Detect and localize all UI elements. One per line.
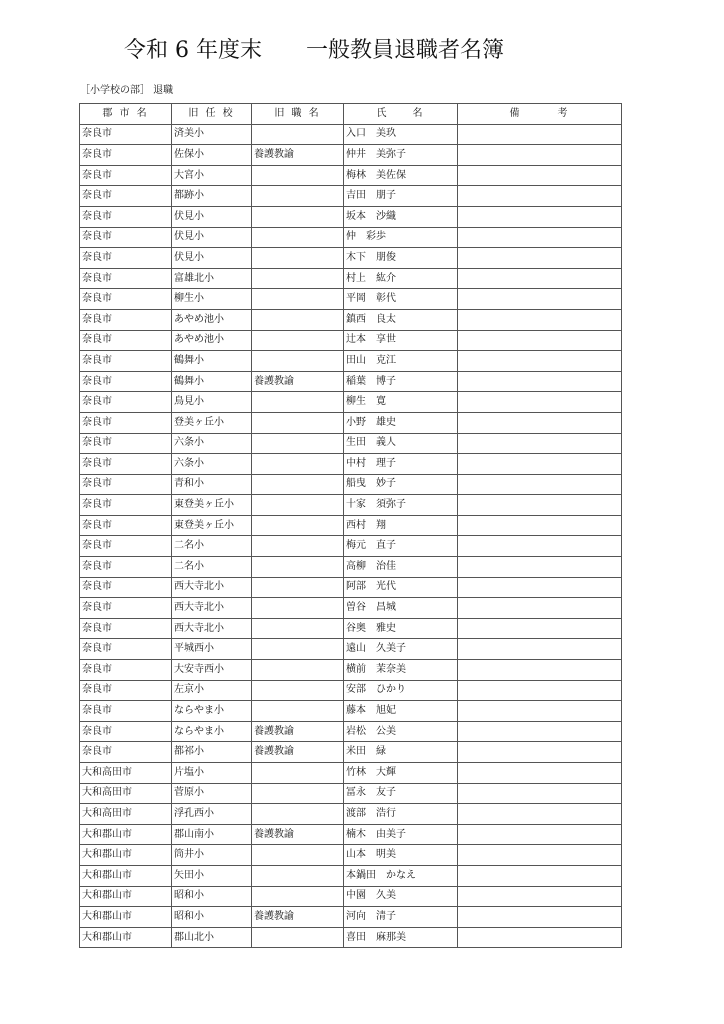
header-note: 備 考 bbox=[458, 104, 622, 125]
cell-note bbox=[458, 412, 622, 433]
cell-school: 浮孔西小 bbox=[172, 804, 252, 825]
cell-school: 大宮小 bbox=[172, 165, 252, 186]
table-row bbox=[80, 845, 622, 866]
cell-city: 奈良市 bbox=[80, 289, 172, 310]
cell-note bbox=[458, 309, 622, 330]
cell-position bbox=[252, 783, 344, 804]
cell-note bbox=[458, 886, 622, 907]
cell-position: 養護教諭 bbox=[252, 145, 344, 166]
cell-note bbox=[458, 721, 622, 742]
cell-name: 木下 朋俊 bbox=[344, 248, 458, 269]
cell-name: 仲井 美弥子 bbox=[344, 145, 458, 166]
cell-city: 奈良市 bbox=[80, 206, 172, 227]
cell-position bbox=[252, 680, 344, 701]
cell-position bbox=[252, 865, 344, 886]
document-title: 令和 6 年度末 一般教員退職者名簿 bbox=[124, 38, 504, 63]
cell-note bbox=[458, 845, 622, 866]
table-body bbox=[80, 124, 622, 948]
cell-name: 平岡 彰代 bbox=[344, 289, 458, 310]
cell-position bbox=[252, 289, 344, 310]
cell-note bbox=[458, 927, 622, 948]
cell-city: 奈良市 bbox=[80, 227, 172, 248]
cell-position bbox=[252, 474, 344, 495]
cell-name: 河向 清子 bbox=[344, 907, 458, 928]
cell-city: 奈良市 bbox=[80, 433, 172, 454]
cell-city: 奈良市 bbox=[80, 412, 172, 433]
cell-note bbox=[458, 824, 622, 845]
cell-position: 養護教諭 bbox=[252, 824, 344, 845]
cell-position bbox=[252, 330, 344, 351]
cell-city: 奈良市 bbox=[80, 124, 172, 145]
header-school: 旧 任 校 bbox=[172, 104, 252, 125]
cell-city: 奈良市 bbox=[80, 186, 172, 207]
table-row bbox=[80, 660, 622, 681]
cell-note bbox=[458, 577, 622, 598]
cell-name: 田山 克江 bbox=[344, 351, 458, 372]
cell-city: 奈良市 bbox=[80, 268, 172, 289]
cell-name: 村上 紘介 bbox=[344, 268, 458, 289]
cell-name: 高柳 治佳 bbox=[344, 557, 458, 578]
cell-name: 吉田 朋子 bbox=[344, 186, 458, 207]
cell-name: 小野 雄史 bbox=[344, 412, 458, 433]
cell-school: 昭和小 bbox=[172, 907, 252, 928]
cell-position: 養護教諭 bbox=[252, 907, 344, 928]
cell-note bbox=[458, 145, 622, 166]
cell-name: 曽谷 昌城 bbox=[344, 598, 458, 619]
cell-note bbox=[458, 392, 622, 413]
table-row bbox=[80, 763, 622, 784]
cell-school: 郡山南小 bbox=[172, 824, 252, 845]
cell-position bbox=[252, 433, 344, 454]
cell-city: 奈良市 bbox=[80, 639, 172, 660]
table-row bbox=[80, 598, 622, 619]
cell-position: 養護教諭 bbox=[252, 742, 344, 763]
cell-city: 奈良市 bbox=[80, 618, 172, 639]
cell-name: 生田 義人 bbox=[344, 433, 458, 454]
cell-name: 谷奥 雅史 bbox=[344, 618, 458, 639]
cell-name: 山本 明美 bbox=[344, 845, 458, 866]
cell-school: 西大寺北小 bbox=[172, 577, 252, 598]
cell-name: 稲葉 博子 bbox=[344, 371, 458, 392]
cell-note bbox=[458, 660, 622, 681]
cell-name: 横前 茉奈美 bbox=[344, 660, 458, 681]
cell-position bbox=[252, 660, 344, 681]
cell-city: 奈良市 bbox=[80, 577, 172, 598]
cell-note bbox=[458, 701, 622, 722]
cell-position bbox=[252, 845, 344, 866]
cell-name: 中園 久美 bbox=[344, 886, 458, 907]
cell-note bbox=[458, 454, 622, 475]
cell-name: 藤本 旭妃 bbox=[344, 701, 458, 722]
cell-city: 奈良市 bbox=[80, 371, 172, 392]
cell-school: 昭和小 bbox=[172, 886, 252, 907]
cell-note bbox=[458, 433, 622, 454]
cell-school: 筒井小 bbox=[172, 845, 252, 866]
cell-position bbox=[252, 268, 344, 289]
table-row bbox=[80, 371, 622, 392]
table-row bbox=[80, 927, 622, 948]
table-row bbox=[80, 268, 622, 289]
cell-name: 梅元 直子 bbox=[344, 536, 458, 557]
section-label: ［小学校の部］ 退職 bbox=[80, 85, 174, 96]
table-row bbox=[80, 309, 622, 330]
table-row bbox=[80, 536, 622, 557]
cell-note bbox=[458, 268, 622, 289]
cell-school: 西大寺北小 bbox=[172, 598, 252, 619]
cell-school: 鶴舞小 bbox=[172, 351, 252, 372]
cell-city: 奈良市 bbox=[80, 701, 172, 722]
header-name: 氏 名 bbox=[344, 104, 458, 125]
cell-school: 柳生小 bbox=[172, 289, 252, 310]
cell-name: 中村 理子 bbox=[344, 454, 458, 475]
cell-school: 伏見小 bbox=[172, 227, 252, 248]
cell-note bbox=[458, 804, 622, 825]
cell-note bbox=[458, 474, 622, 495]
cell-city: 奈良市 bbox=[80, 680, 172, 701]
table-row bbox=[80, 145, 622, 166]
cell-name: 竹林 大輝 bbox=[344, 763, 458, 784]
cell-note bbox=[458, 371, 622, 392]
table-row bbox=[80, 557, 622, 578]
cell-school: 済美小 bbox=[172, 124, 252, 145]
cell-school: 青和小 bbox=[172, 474, 252, 495]
table-row bbox=[80, 186, 622, 207]
cell-position bbox=[252, 763, 344, 784]
cell-name: 阿部 光代 bbox=[344, 577, 458, 598]
cell-name: 仲 彩歩 bbox=[344, 227, 458, 248]
table-row bbox=[80, 433, 622, 454]
cell-position bbox=[252, 309, 344, 330]
cell-school: 西大寺北小 bbox=[172, 618, 252, 639]
cell-city: 大和高田市 bbox=[80, 804, 172, 825]
retiree-table bbox=[79, 103, 622, 948]
table-row bbox=[80, 392, 622, 413]
cell-school: 東登美ヶ丘小 bbox=[172, 495, 252, 516]
cell-city: 奈良市 bbox=[80, 515, 172, 536]
cell-school: 登美ヶ丘小 bbox=[172, 412, 252, 433]
cell-name: 十家 須弥子 bbox=[344, 495, 458, 516]
cell-city: 奈良市 bbox=[80, 330, 172, 351]
table-row bbox=[80, 742, 622, 763]
cell-position bbox=[252, 577, 344, 598]
cell-city: 大和郡山市 bbox=[80, 886, 172, 907]
cell-school: 大安寺西小 bbox=[172, 660, 252, 681]
table-row bbox=[80, 474, 622, 495]
cell-school: ならやま小 bbox=[172, 701, 252, 722]
cell-note bbox=[458, 907, 622, 928]
cell-city: 奈良市 bbox=[80, 598, 172, 619]
cell-name: 梅林 美佐保 bbox=[344, 165, 458, 186]
cell-name: 喜田 麻那美 bbox=[344, 927, 458, 948]
cell-city: 奈良市 bbox=[80, 495, 172, 516]
cell-name: 岩松 公美 bbox=[344, 721, 458, 742]
cell-name: 遠山 久美子 bbox=[344, 639, 458, 660]
cell-position bbox=[252, 804, 344, 825]
cell-school: 伏見小 bbox=[172, 248, 252, 269]
cell-school: 鳥見小 bbox=[172, 392, 252, 413]
cell-school: 東登美ヶ丘小 bbox=[172, 515, 252, 536]
table-row bbox=[80, 124, 622, 145]
table-row bbox=[80, 165, 622, 186]
cell-school: 富雄北小 bbox=[172, 268, 252, 289]
cell-city: 奈良市 bbox=[80, 309, 172, 330]
cell-name: 鎮西 良太 bbox=[344, 309, 458, 330]
cell-school: 都跡小 bbox=[172, 186, 252, 207]
cell-name: 入口 美玖 bbox=[344, 124, 458, 145]
cell-city: 奈良市 bbox=[80, 536, 172, 557]
cell-city: 大和郡山市 bbox=[80, 927, 172, 948]
cell-position bbox=[252, 206, 344, 227]
cell-note bbox=[458, 186, 622, 207]
cell-position bbox=[252, 886, 344, 907]
table-row bbox=[80, 886, 622, 907]
cell-note bbox=[458, 248, 622, 269]
cell-name: 西村 翔 bbox=[344, 515, 458, 536]
cell-school: 平城西小 bbox=[172, 639, 252, 660]
cell-position bbox=[252, 927, 344, 948]
table-row bbox=[80, 248, 622, 269]
cell-note bbox=[458, 495, 622, 516]
cell-position: 養護教諭 bbox=[252, 371, 344, 392]
cell-note bbox=[458, 124, 622, 145]
table-row bbox=[80, 701, 622, 722]
cell-note bbox=[458, 680, 622, 701]
cell-note bbox=[458, 618, 622, 639]
cell-note bbox=[458, 865, 622, 886]
cell-school: 郡山北小 bbox=[172, 927, 252, 948]
cell-position bbox=[252, 639, 344, 660]
cell-name: 辻本 享世 bbox=[344, 330, 458, 351]
cell-city: 奈良市 bbox=[80, 557, 172, 578]
cell-school: 鶴舞小 bbox=[172, 371, 252, 392]
cell-position bbox=[252, 618, 344, 639]
cell-position bbox=[252, 495, 344, 516]
cell-position bbox=[252, 536, 344, 557]
cell-school: 菅原小 bbox=[172, 783, 252, 804]
cell-city: 大和郡山市 bbox=[80, 865, 172, 886]
table-row bbox=[80, 412, 622, 433]
table-row bbox=[80, 618, 622, 639]
table-row bbox=[80, 783, 622, 804]
cell-name: 安部 ひかり bbox=[344, 680, 458, 701]
cell-name: 本鍋田 かなえ bbox=[344, 865, 458, 886]
cell-position bbox=[252, 392, 344, 413]
cell-school: 矢田小 bbox=[172, 865, 252, 886]
cell-school: 伏見小 bbox=[172, 206, 252, 227]
cell-city: 大和高田市 bbox=[80, 783, 172, 804]
cell-name: 米田 緑 bbox=[344, 742, 458, 763]
cell-city: 奈良市 bbox=[80, 145, 172, 166]
cell-city: 大和高田市 bbox=[80, 763, 172, 784]
cell-school: 二名小 bbox=[172, 557, 252, 578]
cell-city: 大和郡山市 bbox=[80, 824, 172, 845]
cell-position bbox=[252, 412, 344, 433]
table-row bbox=[80, 804, 622, 825]
table-row bbox=[80, 227, 622, 248]
cell-position bbox=[252, 515, 344, 536]
table-row bbox=[80, 824, 622, 845]
cell-note bbox=[458, 206, 622, 227]
cell-school: 左京小 bbox=[172, 680, 252, 701]
cell-school: 二名小 bbox=[172, 536, 252, 557]
table-row bbox=[80, 206, 622, 227]
cell-note bbox=[458, 227, 622, 248]
cell-city: 奈良市 bbox=[80, 248, 172, 269]
cell-position bbox=[252, 598, 344, 619]
table-row bbox=[80, 330, 622, 351]
table-row bbox=[80, 495, 622, 516]
table-row bbox=[80, 865, 622, 886]
cell-school: ならやま小 bbox=[172, 721, 252, 742]
cell-note bbox=[458, 783, 622, 804]
cell-city: 奈良市 bbox=[80, 165, 172, 186]
header-position: 旧 職 名 bbox=[252, 104, 344, 125]
table-row bbox=[80, 721, 622, 742]
cell-position bbox=[252, 701, 344, 722]
cell-position bbox=[252, 557, 344, 578]
cell-note bbox=[458, 639, 622, 660]
cell-name: 船曳 妙子 bbox=[344, 474, 458, 495]
cell-position bbox=[252, 351, 344, 372]
cell-note bbox=[458, 330, 622, 351]
cell-position bbox=[252, 165, 344, 186]
cell-position: 養護教諭 bbox=[252, 721, 344, 742]
cell-position bbox=[252, 454, 344, 475]
cell-position bbox=[252, 186, 344, 207]
header-city: 郡 市 名 bbox=[80, 104, 172, 125]
cell-name: 柳生 寛 bbox=[344, 392, 458, 413]
cell-note bbox=[458, 742, 622, 763]
cell-city: 奈良市 bbox=[80, 660, 172, 681]
table-row bbox=[80, 680, 622, 701]
cell-city: 奈良市 bbox=[80, 454, 172, 475]
cell-note bbox=[458, 763, 622, 784]
cell-note bbox=[458, 289, 622, 310]
cell-city: 大和郡山市 bbox=[80, 907, 172, 928]
cell-name: 坂本 沙織 bbox=[344, 206, 458, 227]
table-row bbox=[80, 289, 622, 310]
cell-note bbox=[458, 536, 622, 557]
cell-note bbox=[458, 351, 622, 372]
cell-city: 大和郡山市 bbox=[80, 845, 172, 866]
cell-school: あやめ池小 bbox=[172, 330, 252, 351]
table-row bbox=[80, 351, 622, 372]
cell-school: あやめ池小 bbox=[172, 309, 252, 330]
cell-city: 奈良市 bbox=[80, 474, 172, 495]
cell-position bbox=[252, 227, 344, 248]
cell-school: 六条小 bbox=[172, 454, 252, 475]
cell-city: 奈良市 bbox=[80, 742, 172, 763]
cell-school: 都祁小 bbox=[172, 742, 252, 763]
cell-name: 渡部 浩行 bbox=[344, 804, 458, 825]
cell-city: 奈良市 bbox=[80, 721, 172, 742]
cell-name: 冨永 友子 bbox=[344, 783, 458, 804]
cell-name: 楠木 由美子 bbox=[344, 824, 458, 845]
table-header-row bbox=[80, 104, 622, 125]
cell-note bbox=[458, 598, 622, 619]
table-row bbox=[80, 577, 622, 598]
cell-position bbox=[252, 248, 344, 269]
cell-school: 佐保小 bbox=[172, 145, 252, 166]
cell-note bbox=[458, 515, 622, 536]
cell-school: 片塩小 bbox=[172, 763, 252, 784]
table-row bbox=[80, 515, 622, 536]
cell-city: 奈良市 bbox=[80, 351, 172, 372]
table-row bbox=[80, 907, 622, 928]
table-row bbox=[80, 454, 622, 475]
cell-note bbox=[458, 557, 622, 578]
table-row bbox=[80, 639, 622, 660]
cell-position bbox=[252, 124, 344, 145]
cell-school: 六条小 bbox=[172, 433, 252, 454]
cell-city: 奈良市 bbox=[80, 392, 172, 413]
cell-note bbox=[458, 165, 622, 186]
